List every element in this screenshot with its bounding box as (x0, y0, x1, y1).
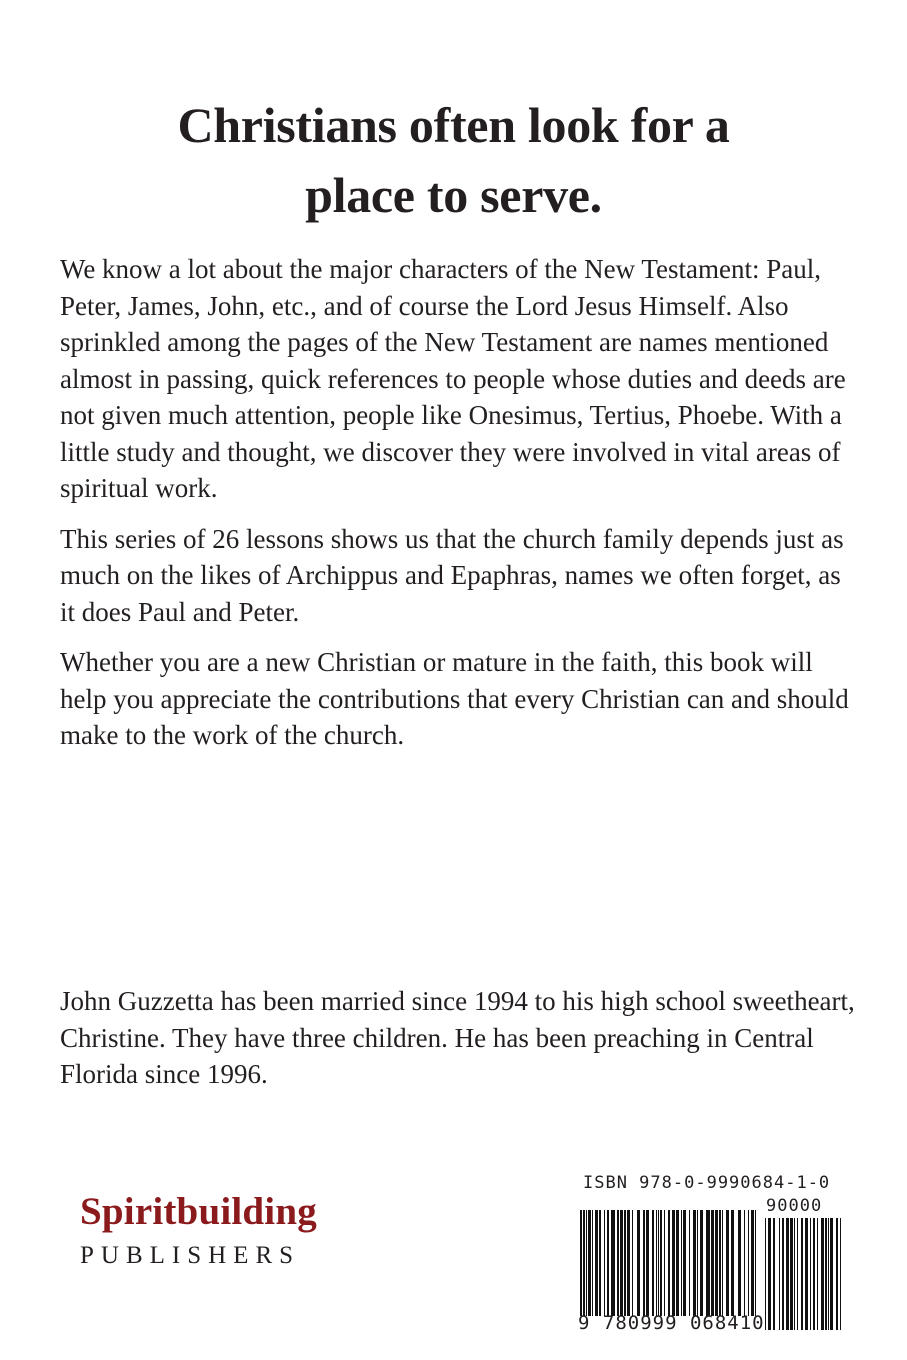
isbn-barcode (578, 1168, 848, 1348)
paragraph-series: This series of 26 lessons shows us that the church family depends just as much on the likes of Archippus and Epaphras, names we often forget, as it does Paul and Peter. (60, 523, 844, 627)
description (60, 251, 860, 768)
headline-line-2: place to serve. (305, 167, 602, 223)
barcode-digits: 9 780999 068410 (578, 1312, 765, 1334)
barcode-main-bars (580, 1210, 756, 1316)
publisher-logo (80, 1190, 317, 1270)
publisher-name: Spiritbuilding (80, 1190, 317, 1233)
paragraph-audience: Whether you are a new Christian or mature in the faith, this book will help you appreciate the contributions that every Christian can and should make to the work of the church. (60, 647, 849, 750)
author-bio: John Guzzetta has been married since 1994 to his high school sweetheart, Christine. They have three children. He has been preaching in Central Florida since 1996. (60, 986, 855, 1089)
price-code: 90000 (766, 1196, 823, 1216)
barcode-addon-bars (765, 1218, 841, 1330)
headline (60, 90, 847, 230)
isbn-label: ISBN 978-0-9990684-1-0 (583, 1173, 831, 1193)
headline-line-1: Christians often look for a (177, 97, 730, 153)
publisher-subtitle: PUBLISHERS (80, 1242, 301, 1269)
paragraph-intro: We know a lot about the major characters of the New Testament: Paul, Peter, James, John, etc., and of course the Lord Jesus Himself. Also sprinkled among the pages of the New Testament are names mentioned almost in passing, quick references to people whose duties and deeds are not given much attention, people like Onesimus, Tertius, Phoebe. With a little study and thought, we discover they were involved in vital areas of spiritual work. (60, 254, 846, 503)
